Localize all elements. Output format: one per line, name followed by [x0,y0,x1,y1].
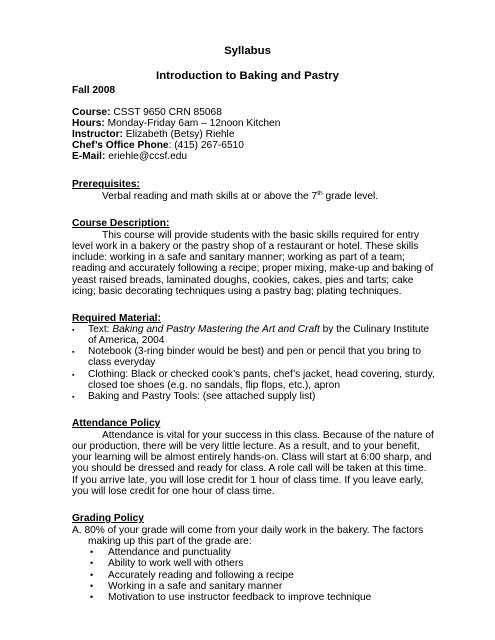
grading-item-a-line: A. 80% of your grade will come from your daily work in the bakery. The factors [72,525,424,536]
instructor-info: Instructor: Elizabeth (Betsy) Riehle [72,129,235,140]
bullet-square: ▪ [72,372,75,379]
course-info: Course: CSST 9650 CRN 85068 [72,107,222,118]
materials-heading: Required Material: [72,313,161,324]
attendance-line: you will lose credit for one hour of class time. [72,486,275,497]
grading-factor: Attendance and punctuality [108,547,231,558]
bullet-dot: • [90,570,94,580]
prerequisites-heading: Prerequisites: [72,179,140,190]
bullet-dot: • [90,592,94,602]
material-clothing-line: closed toe shoes (e.g. no sandals, flip flops, etc.), apron [88,380,341,391]
bullet-dot: • [90,581,94,591]
description-line: include: working in a safe and sanitary manner; working as part of a team; [72,252,405,263]
grading-factor: Motivation to use instructor feedback to improve technique [108,592,372,603]
attendance-line: If you arrive late, you will lose credit for 1 hour of class time. If you leave early, [72,475,424,486]
hours-info: Hours: Monday-Friday 6am – 12noon Kitchen [72,118,281,129]
material-text-line: of America, 2004 [88,335,165,346]
phone-info: Chef’s Office Phone: (415) 267-6510 [72,140,244,151]
grading-factor: Accurately reading and following a recipe [108,570,294,581]
grading-factor: Ability to work well with others [108,558,244,569]
bullet-square: ▪ [72,349,75,356]
description-line: level work in a bakery or the pastry shop of a restaurant or hotel. These skills [72,241,419,252]
course-title: Introduction to Baking and Pastry [156,70,339,82]
grading-item-a-line: making up this part of the grade are: [88,536,252,547]
prerequisites-text: Verbal reading and math skills at or above the 7th grade level. [102,190,379,202]
grading-factor: Working in a safe and sanitary manner [108,581,283,592]
attendance-line: your learning will be almost entirely hands-on. Class will start at 6:00 sharp, and [72,452,432,463]
attendance-line: you should be dressed and ready for class. A role call will be taken at this time. [72,463,427,474]
attendance-line: our production, there will be very little lecture. As a result, and to your benefit, [72,441,420,452]
description-line: icing; basic decorating techniques using a pastry bag; plating techniques. [72,286,402,297]
material-tools-line: Baking and Pastry Tools: (see attached supply list) [88,391,316,402]
description-heading: Course Description: [72,218,170,229]
description-line: This course will provide students with the basic skills required for entry [102,230,420,241]
grading-heading: Grading Policy [72,513,144,524]
bullet-dot: • [90,547,94,557]
bullet-square: ▪ [72,327,75,334]
material-notebook-line: class everyday [88,357,156,368]
material-clothing-line: Clothing: Black or checked cook’s pants, chef’s jacket, head covering, sturdy, [88,369,435,380]
description-line: yeast raised breads, laminated doughs, cookies, cakes, pies and tarts; cake [72,275,414,286]
attendance-heading: Attendance Policy [72,418,161,429]
term: Fall 2008 [72,85,116,96]
attendance-line: Attendance is vital for your success in this class. Because of the nature of [102,430,434,441]
bullet-dot: • [90,558,94,568]
description-line: reading and accurately following a recipe; proper mixing, make-up and baking of [72,263,434,274]
email-info: E-Mail: eriehle@ccsf.edu [72,151,188,162]
material-notebook-line: Notebook (3-ring binder would be best) and pen or pencil that you bring to [88,346,421,357]
material-text-line: Text: Baking and Pastry Mastering the Art and Craft by the Culinary Institute [88,324,430,335]
page-title: Syllabus [224,45,271,57]
bullet-square: ▪ [72,394,75,401]
